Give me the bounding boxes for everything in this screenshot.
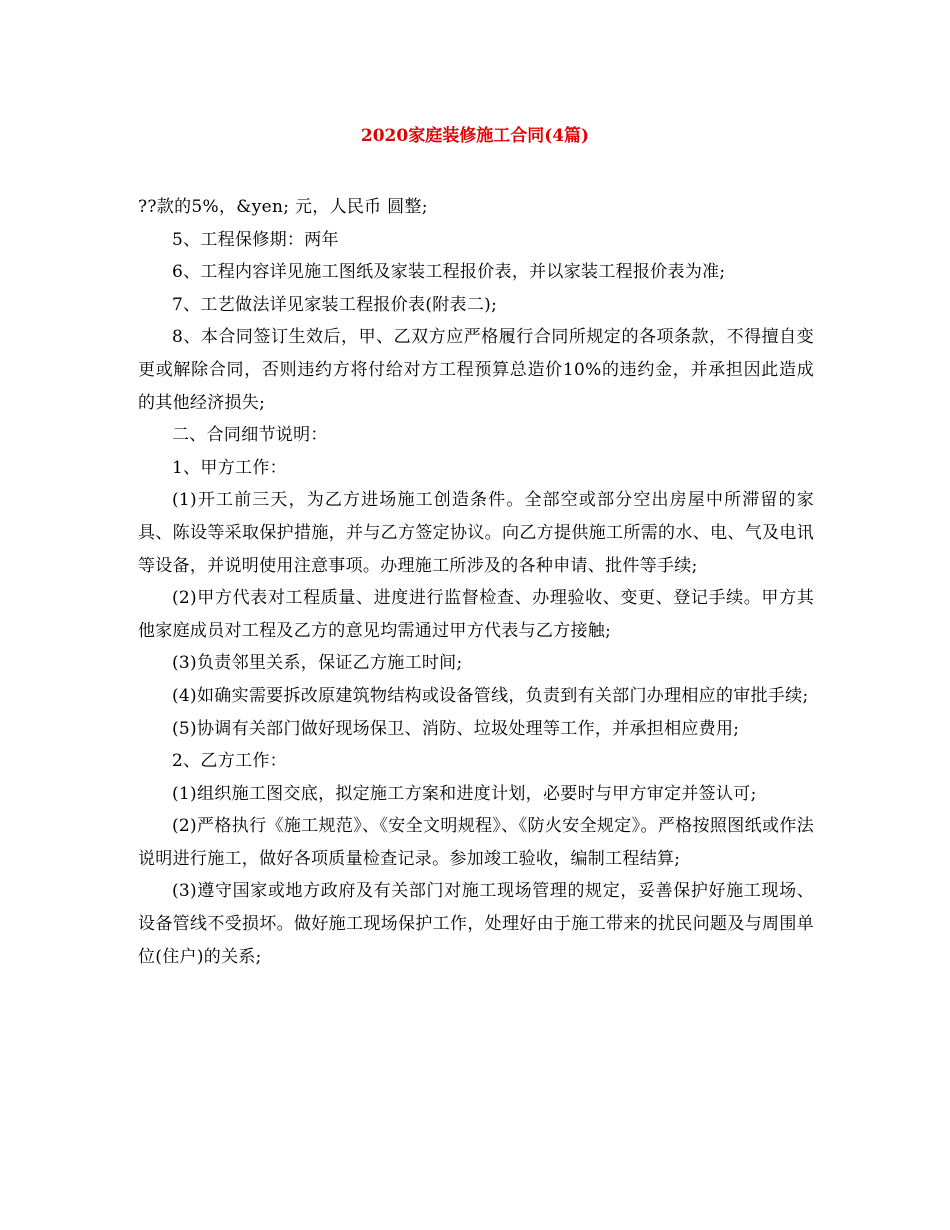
party-a-item-1: (1)开工前三天，为乙方进场施工创造条件。全部空或部分空出房屋中所滞留的家具、陈设等采取保护措施，并与乙方签定协议。向乙方提供施工所需的水、电、气及电讯等设备，并说明使用注意事项。办理施工所涉及的各种申请、批件等手续; bbox=[138, 490, 814, 576]
party-a-item-3: (3)负责邻里关系，保证乙方施工时间; bbox=[172, 653, 463, 674]
party-a-item-4: (4)如确实需要拆改原建筑物结构或设备管线，负责到有关部门办理相应的审批手续; bbox=[172, 685, 809, 706]
paragraph-payment-fragment: ??款的5%，&yen; 元，人民币 圆整; bbox=[138, 197, 428, 217]
paragraph-work-content: 6、工程内容详见施工图纸及家装工程报价表，并以家装工程报价表为准; bbox=[172, 262, 726, 283]
section-heading-contract-details: 二、合同细节说明： bbox=[172, 425, 328, 446]
paragraph-breach-penalty: 8、本合同签订生效后，甲、乙双方应严格履行合同所规定的各项条款，不得擅自变更或解除合同，否则违约方将付给对方工程预算总造价10%的违约金，并承担因此造成的其他经济损失; bbox=[138, 327, 814, 413]
subsection-heading-party-a: 1、甲方工作： bbox=[172, 457, 287, 478]
party-a-item-5: (5)协调有关部门做好现场保卫、消防、垃圾处理等工作，并承担相应费用; bbox=[172, 718, 740, 739]
subsection-heading-party-b: 2、乙方工作： bbox=[172, 751, 287, 772]
party-a-item-2: (2)甲方代表对工程质量、进度进行监督检查、办理验收、变更、登记手续。甲方其他家庭成员对工程及乙方的意见均需通过甲方代表与乙方接触; bbox=[138, 588, 814, 641]
party-b-item-2: (2)严格执行《施工规范》、《安全文明规程》、《防火安全规定》。严格按照图纸或作法说明进行施工，做好各项质量检查记录。参加竣工验收，编制工程结算; bbox=[138, 816, 814, 869]
document-body bbox=[138, 191, 814, 973]
paragraph-craft-method: 7、工艺做法详见家装工程报价表(附表二); bbox=[172, 294, 498, 315]
paragraph-warranty-period: 5、工程保修期：两年 bbox=[172, 229, 339, 250]
document-title: 2020家庭装修施工合同(4篇) bbox=[360, 126, 590, 146]
party-b-item-3: (3)遵守国家或地方政府及有关部门对施工现场管理的规定，妥善保护好施工现场、设备管线不受损坏。做好施工现场保护工作，处理好由于施工带来的扰民问题及与周围单位(住户)的关系; bbox=[138, 881, 814, 967]
party-b-item-1: (1)组织施工图交底，拟定施工方案和进度计划，必要时与甲方审定并签认可; bbox=[172, 783, 757, 804]
